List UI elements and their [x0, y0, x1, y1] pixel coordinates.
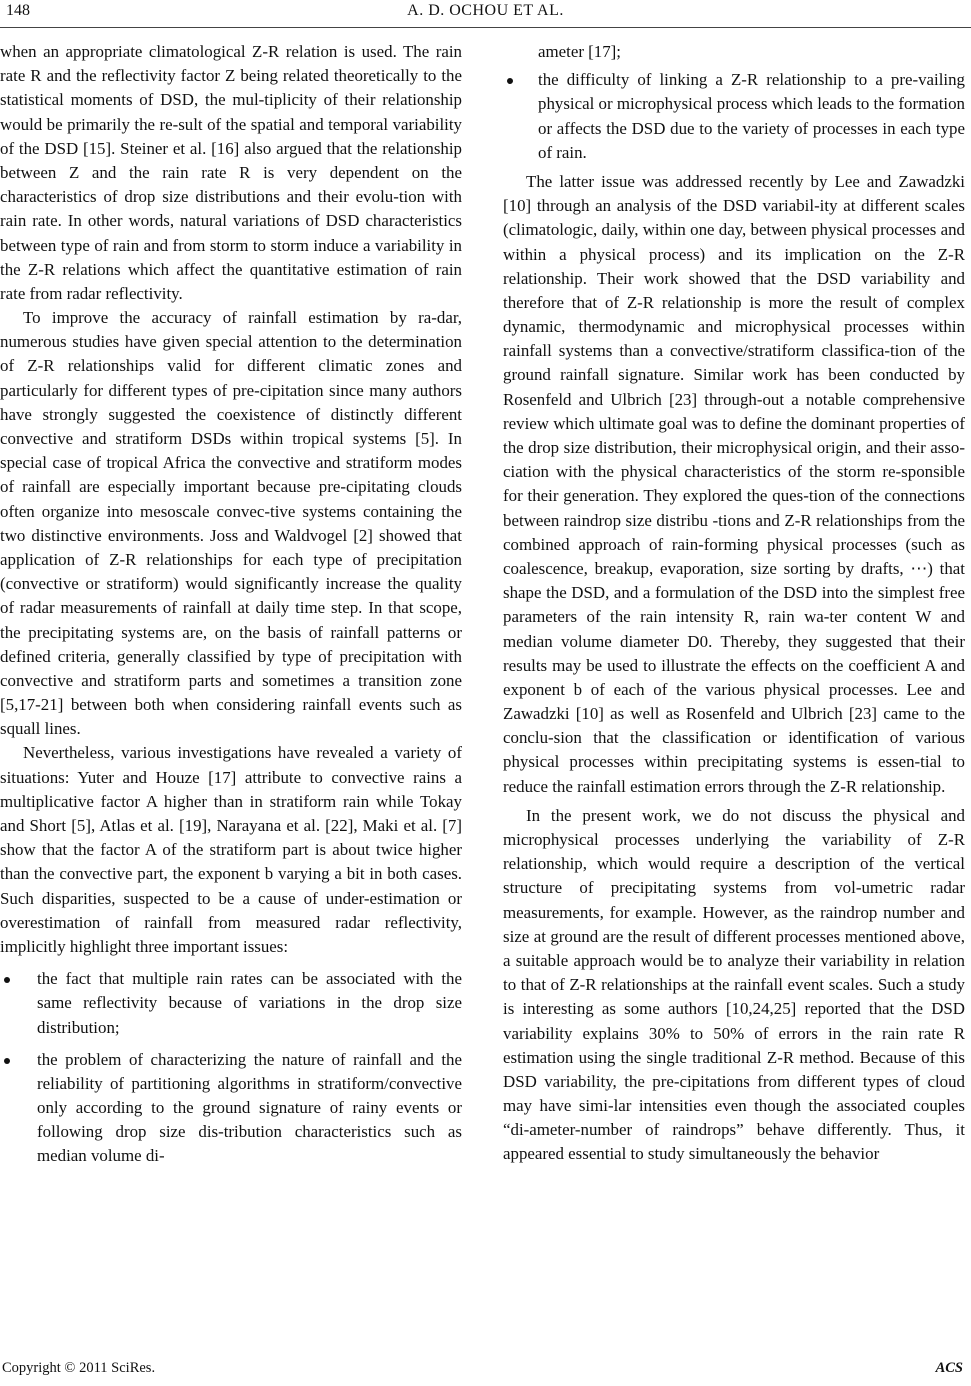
paragraph: when an appropriate climatological Z-R relation is used. The rain rate R and the reflectivity factor Z being related theoretically to the statistical moments of DSD, the mul-tiplicity of their relationship would be primarily the re-sult of the spatial and temporal variability of the DSD [15]. Steiner et al. [16] also argued that the relationship between Z and the rain rate R is very dependent on the characteristics of drop size distributions and their evolu-tion with rain rate. In other words, natural variations of DSD characteristics between type of rain and from storm to storm induce a variability in the Z-R relations which affect the quantitative estimation of rain rate from radar reflectivity.	[0, 42, 462, 303]
issues-list-continued	[503, 68, 965, 165]
journal-abbreviation: ACS	[935, 1360, 963, 1376]
copyright-notice: Copyright © 2011 SciRes.	[2, 1360, 156, 1376]
issues-list	[0, 967, 462, 1169]
page-footer	[0, 1360, 971, 1384]
bullet-item: the problem of characterizing the nature of rainfall and the reliability of partitioning algorithms in stratiform/convective only according to the ground signature of rainy events or following drop size dis-tribution characteristics such as median volume di-	[0, 1048, 462, 1169]
left-column	[0, 40, 462, 1174]
page-header	[0, 0, 971, 34]
paragraph: The latter issue was addressed recently by Lee and Zawadzki [10] through an analysis of the DSD variabil-ity at different scales (climatologic, daily, within one day, between physical processes and within a physical process) and its implication on the Z-R relationship. Their work showed that the DSD variability and therefore that of Z-R relationship is more the result of complex dynamic, thermodynamic and microphysical processes within rainfall systems than a convective/stratiform classifica-tion of the ground rainfall signature. Similar work has been conducted by Rosenfeld and Ulbrich [23] through-out a notable comprehensive review which ultimate goal was to define the dominant properties of the drop size distribution, their microphysical origin, and their asso-ciation with the physical characteristics of the storm re-sponsible for their generation. They explored the ques-tion of the connections between raindrop size distribu -tions and Z-R relationships from the combined approach of rain-forming physical processes (such as coalescence, breakup, evaporation, size sorting by drafts, ⋯) that shape the DSD, and a formulation of the DSD into the simplest free parameters of the rain intensity R, rain wa-ter content W and median volume diameter D0. Thereby, they suggested that their results may be used to illustrate the effects on the coefficient A and exponent b of each of the various physical processes. Lee and Zawadzki [10] as well as Rosenfeld and Ulbrich [23] came to the conclu-sion that the classification or identification of various physical processes within precipitating systems is essen-tial to reduce the rainfall estimation errors through the Z-R relationship.	[503, 171, 965, 796]
paragraph: Nevertheless, various investigations have revealed a variety of situations: Yuter and Houze [17] attribute to convective rains a multiplicative factor A higher than in stratiform rain while Tokay and Short [5], Atlas et al. [19], Narayana et al. [22], Maki et al. [7] show that the factor A of the stratiform part is about twice higher than the convective part, the exponent b varying a bit in both cases. Such disparities, suspected to be a cause of under-estimation or overestimation of rainfall from measured radar reflectivity, implicitly highlight three important issues:	[0, 743, 462, 956]
right-column	[503, 40, 965, 1167]
header-rule	[0, 27, 971, 28]
bullet-item: the fact that multiple rain rates can be associated with the same reflectivity because of variations in the drop size distribution;	[0, 967, 462, 1040]
paragraph: In the present work, we do not discuss the physical and microphysical processes underlying the variability of Z-R relationship, which would require a description of the vertical structure of precipitating systems from vol-umetric radar measurements, for example. However, as the raindrop number and size at ground are the result of different processes mentioned above, a suitable approach would be to analyze their variability in relation to that of Z-R relationships at the rainfall event scales. Such a study is interesting as some authors [10,24,25] reported that the DSD variability explains 30% to 50% of errors in the rain rate R estimation using the single traditional Z-R method. Because of this DSD variability, the pre-cipitations from different types of cloud may have simi-lar intensities even though the associated couples “di-ameter-number of raindrops” behave differently. Thus, it appeared essential to study simultaneously the behavior	[503, 805, 965, 1164]
page-number: 148	[6, 2, 30, 19]
running-head: A. D. OCHOU ET AL.	[407, 2, 564, 19]
paragraph: To improve the accuracy of rainfall estimation by ra-dar, numerous studies have given special attention to the determination of Z-R relationships valid for different climatic zones and particularly for different types of pre-cipitation since many authors have strongly suggested the coexistence of distinctly different convective and stratiform DSDs within tropical systems [5]. In special case of tropical Africa the convective and stratiform modes of rainfall are especially important because pre-cipitating clouds often organize into mesoscale convec-tive systems containing the two distinctive environments. Joss and Waldvogel [2] showed that application of Z-R relationships for each type of precipitation (convective or stratiform) would significantly increase the quality of radar measurements of rainfall at daily time step. In that scope, the precipitating systems are, on the basis of rainfall patterns or defined criteria, generally classified by type of precipitation with convective and stratiform parts and sometimes a transition zone [5,17-21] between both when considering rainfall events such as squall lines.	[0, 308, 462, 739]
bullet-item: the difficulty of linking a Z-R relationship to a pre-vailing physical or microphysical process which leads to the formation or affects the DSD due to the variety of processes in each type of rain.	[503, 68, 965, 165]
bullet-continuation: ameter [17];	[538, 42, 622, 61]
